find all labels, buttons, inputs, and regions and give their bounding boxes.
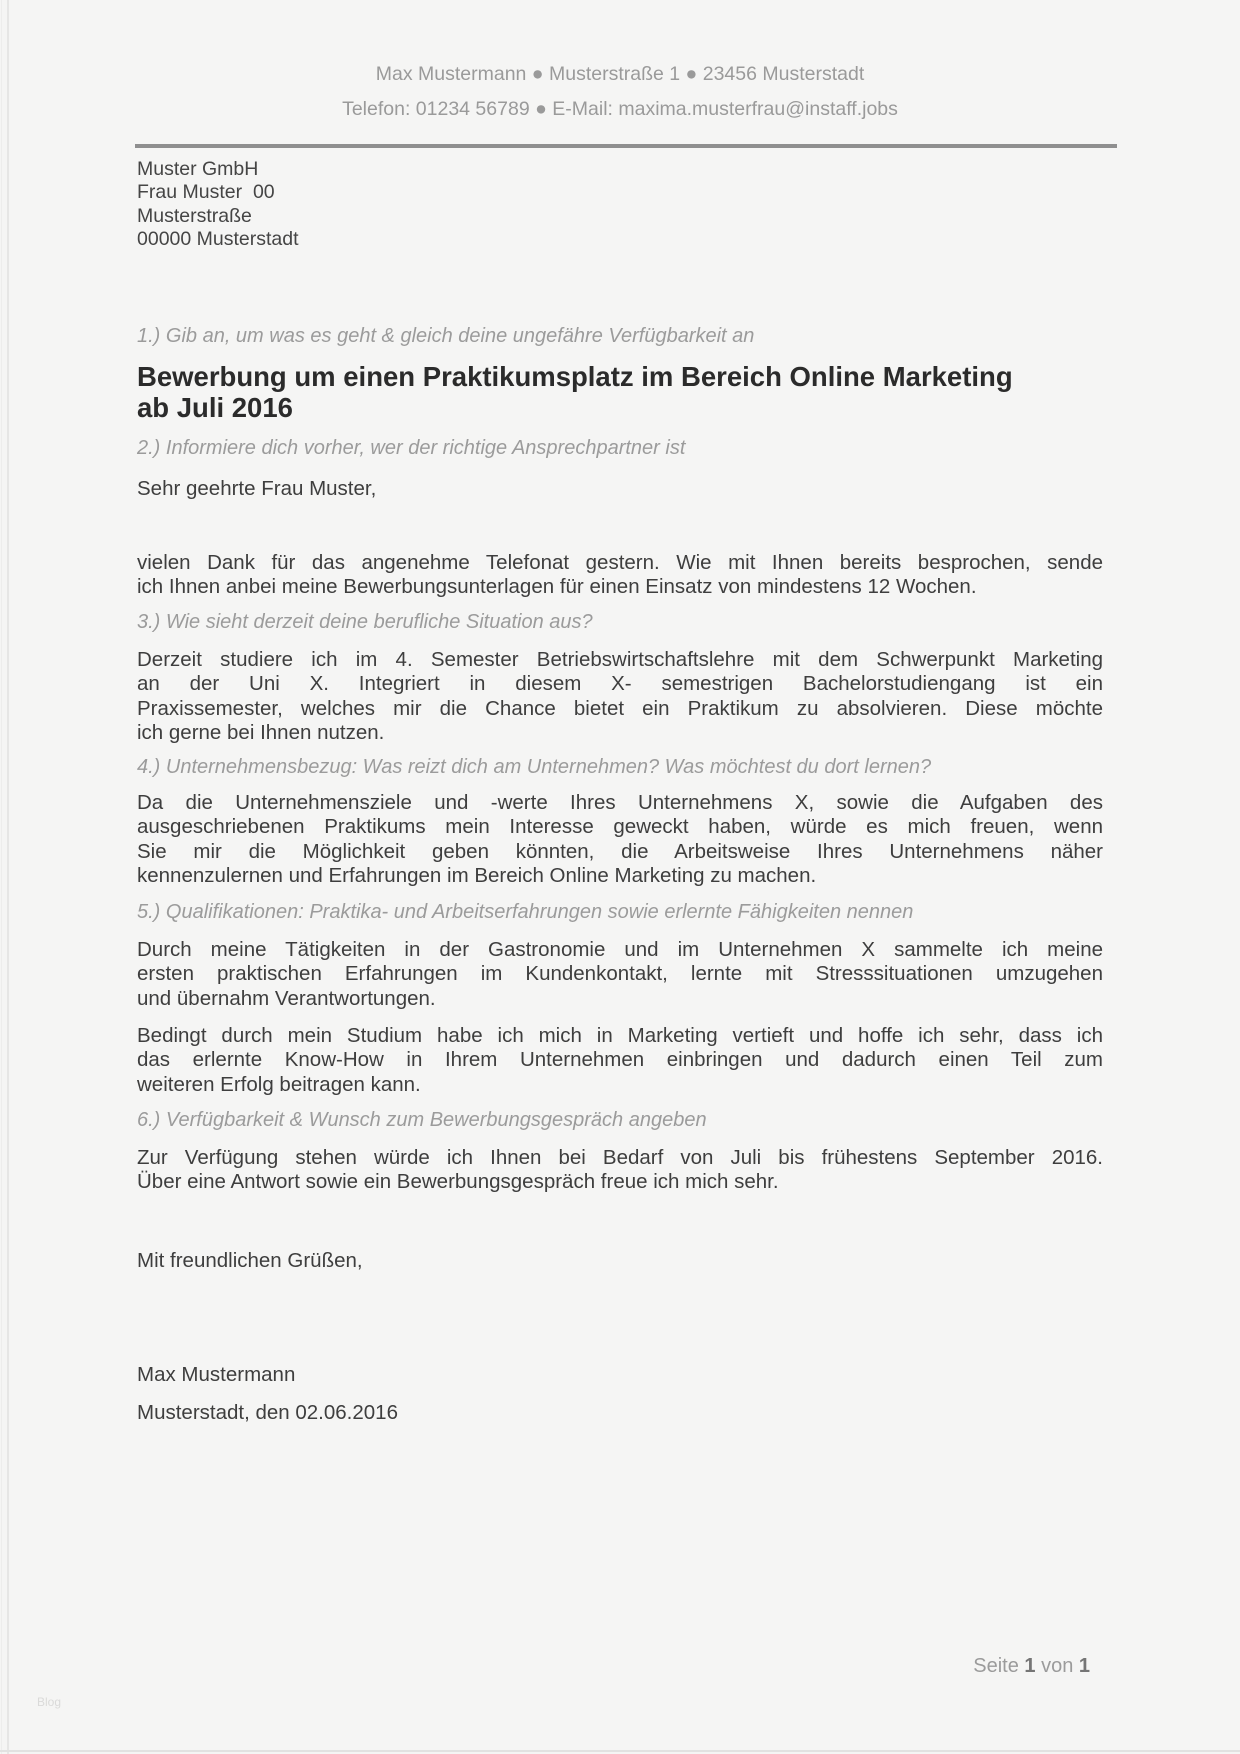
closing-phrase: Mit freundlichen Grüßen, — [137, 1249, 363, 1272]
text-line: Frau Muster 00 — [137, 181, 275, 204]
header-contact-line: Telefon: 01234 56789 ● E-Mail: maxima.musterfrau@instaff.jobs — [342, 98, 898, 120]
salutation: Sehr geehrte Frau Muster, — [137, 477, 377, 500]
text-line: 00000 Musterstadt — [137, 228, 299, 251]
text-line: ab Juli 2016 — [137, 391, 293, 423]
body-paragraph-studies — [137, 648, 1103, 745]
text-line: das erlernte Know-How in Ihrem Unternehmen einbringen und dadurch einen Teil zum — [137, 1048, 1103, 1072]
text-line: Bewerbung um einen Praktikumsplatz im Bereich Online Marketing — [137, 361, 1013, 392]
page-current-number: 1 — [1024, 1655, 1036, 1677]
watermark-text: Blog — [37, 1695, 62, 1709]
body-paragraph-availability — [137, 1146, 1103, 1195]
body-paragraph-intro — [137, 551, 1103, 600]
page-total-number: 1 — [1078, 1655, 1090, 1677]
subject-title — [137, 362, 1103, 423]
header-sender-line: Max Mustermann ● Musterstraße 1 ● 23456 Musterstadt — [375, 63, 865, 85]
signature-name: Max Mustermann — [137, 1363, 296, 1386]
page-edge-line — [1, 0, 2, 1754]
body-paragraph-motivation — [137, 791, 1103, 888]
text-line: Muster GmbH — [137, 158, 259, 180]
text-line: weiteren Erfolg beitragen kann. — [137, 1072, 421, 1096]
text-line: an der Uni X. Integriert in diesem X- semestrigen Bachelorstudiengang ist ein — [137, 672, 1103, 696]
text-line: ausgeschriebenen Praktikums mein Interesse geweckt haben, würde es mich freuen, wenn — [137, 815, 1103, 839]
coach-hint-subject: 1.) Gib an, um was es geht & gleich deine ungefähre Verfügbarkeit an — [137, 325, 755, 347]
body-paragraph-knowledge — [137, 1024, 1103, 1097]
page-edge-line — [7, 0, 9, 1754]
text-line: ersten praktischen Erfahrungen im Kundenkontakt, lernte mit Stresssituationen umzugehen — [137, 962, 1103, 986]
page-indicator — [840, 1655, 1090, 1678]
text-line: Praxissemester, welches mir die Chance bietet ein Praktikum zu absolvieren. Diese möchte — [137, 696, 1103, 720]
text-line: Zur Verfügung stehen würde ich Ihnen bei Bedarf von Juli bis frühestens September 2016. — [137, 1146, 1103, 1169]
text-line: Musterstraße — [137, 204, 252, 227]
page-indicator-separator: von — [1035, 1655, 1079, 1677]
text-line: und übernahm Verantwortungen. — [137, 986, 436, 1010]
coach-hint-availability: 6.) Verfügbarkeit & Wunsch zum Bewerbungsgespräch angeben — [137, 1109, 707, 1131]
text-line: vielen Dank für das angenehme Telefonat gestern. Wie mit Ihnen bereits besprochen, sende — [137, 551, 1103, 574]
coach-hint-company-relation: 4.) Unternehmensbezug: Was reizt dich am Unternehmen? Was möchtest du dort lernen? — [137, 756, 932, 778]
text-line: kennenzulernen und Erfahrungen im Bereich Online Marketing zu machen. — [137, 863, 817, 887]
text-line: Bedingt durch mein Studium habe ich mich in Marketing vertieft und hoffe ich sehr, dass ich — [137, 1024, 1103, 1047]
coach-hint-current-situation: 3.) Wie sieht derzeit deine berufliche Situation aus? — [137, 611, 593, 633]
text-line: Durch meine Tätigkeiten in der Gastronomie und im Unternehmen X sammelte ich meine — [137, 938, 1103, 961]
text-line: ich gerne bei Ihnen nutzen. — [137, 720, 385, 744]
recipient-address — [137, 158, 1103, 252]
coach-hint-qualifications: 5.) Qualifikationen: Praktika- und Arbeitserfahrungen sowie erlernte Fähigkeiten nennen — [137, 901, 914, 923]
header-rule — [135, 144, 1117, 148]
page-indicator-label: Seite — [973, 1655, 1025, 1677]
place-and-date: Musterstadt, den 02.06.2016 — [137, 1401, 398, 1424]
text-line: ich Ihnen anbei meine Bewerbungsunterlagen für einen Einsatz von mindestens 12 Wochen. — [137, 575, 977, 599]
text-line: Sie mir die Möglichkeit geben könnten, die Arbeitsweise Ihres Unternehmens näher — [137, 839, 1103, 863]
text-line: Über eine Antwort sowie ein Bewerbungsgespräch freue ich mich sehr. — [137, 1170, 779, 1194]
page-edge-line — [0, 1750, 1240, 1752]
body-paragraph-experience — [137, 938, 1103, 1011]
coach-hint-contact-person: 2.) Informiere dich vorher, wer der richtige Ansprechpartner ist — [137, 437, 686, 459]
text-line: Da die Unternehmensziele und -werte Ihres Unternehmens X, sowie die Aufgaben des — [137, 791, 1103, 814]
text-line: Derzeit studiere ich im 4. Semester Betriebswirtschaftslehre mit dem Schwerpunkt Marketing — [137, 648, 1103, 671]
